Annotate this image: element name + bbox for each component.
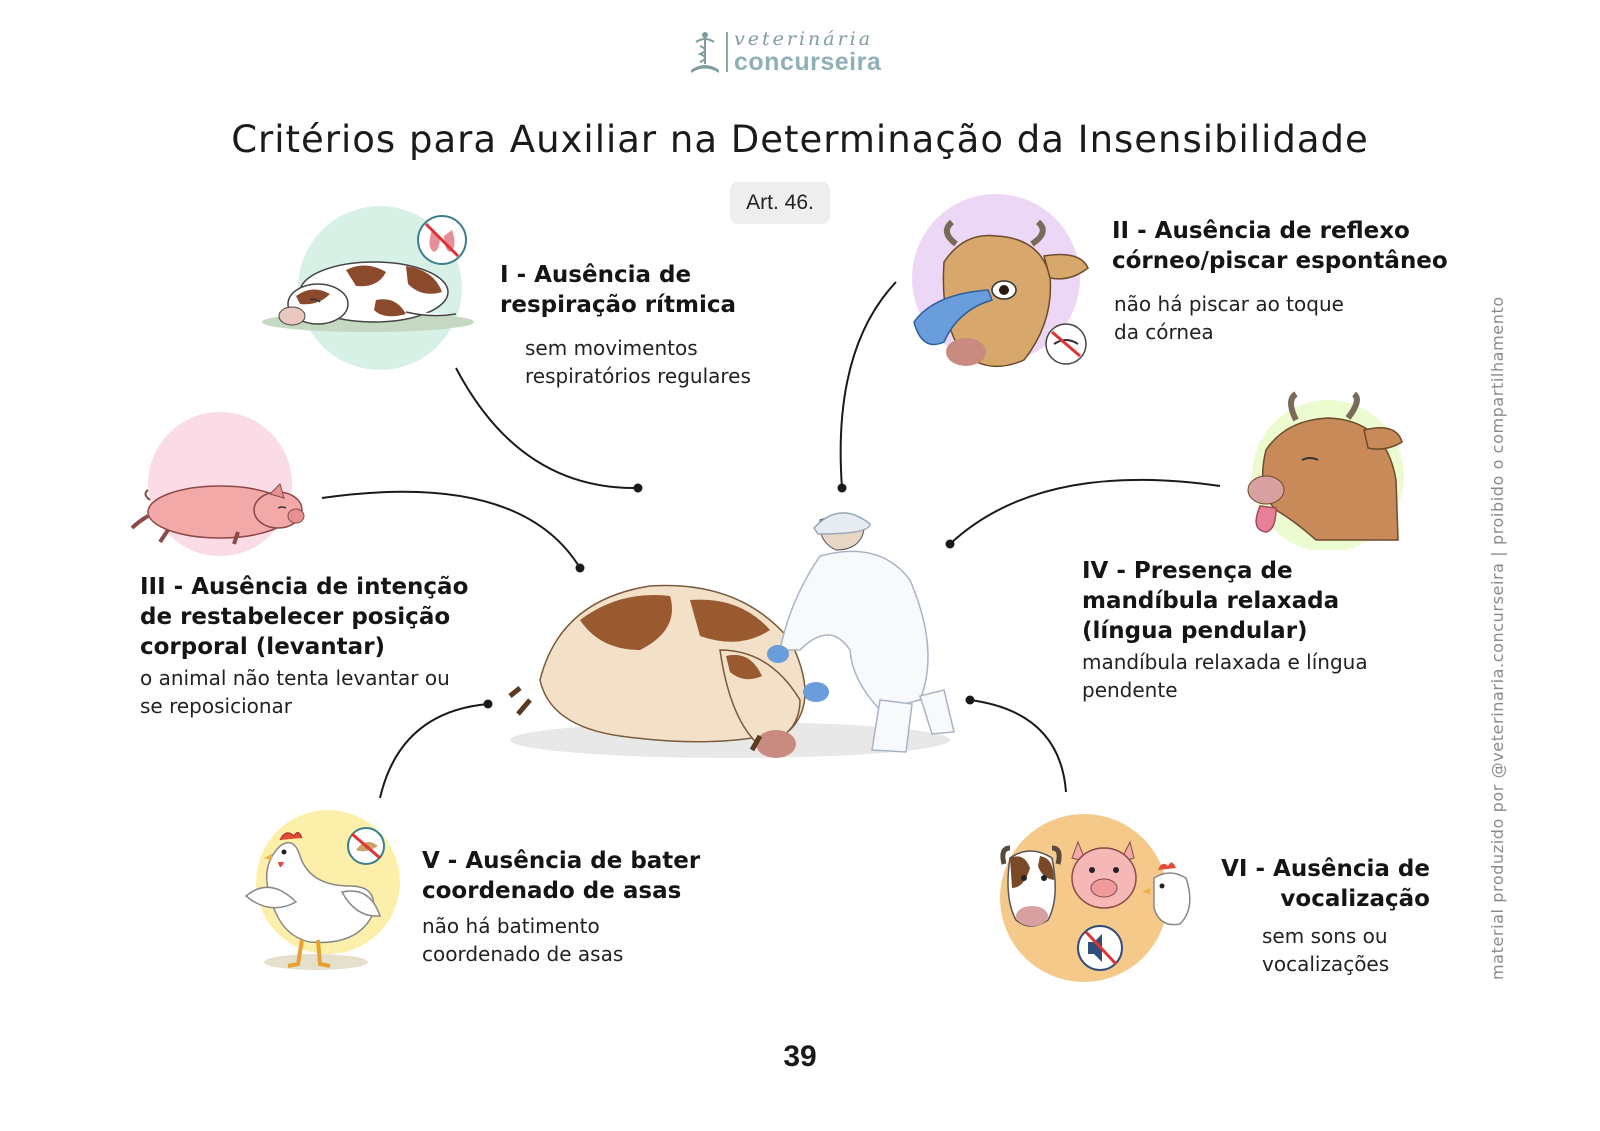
criterion-ii-desc: não há piscar ao toque da córnea bbox=[1114, 292, 1344, 344]
criterion-iv-desc: mandíbula relaxada e língua pendente bbox=[1082, 650, 1368, 702]
lying-cow-illustration bbox=[256, 200, 482, 376]
criterion-vi-heading: VI - Ausência de vocalização bbox=[1221, 856, 1430, 912]
criterion-v-heading: V - Ausência de bater coordenado de asas bbox=[422, 848, 701, 904]
connector-vi bbox=[970, 700, 1066, 792]
chicken-illustration bbox=[240, 806, 412, 980]
page-number: 39 bbox=[783, 1040, 817, 1073]
cow-eye-illustration bbox=[904, 192, 1100, 382]
criterion-i-desc: sem movimentos respiratórios regulares bbox=[525, 336, 751, 388]
cow-tongue-illustration bbox=[1236, 390, 1416, 550]
animals-silent-illustration bbox=[990, 808, 1210, 988]
criterion-iv-heading: IV - Presença de mandíbula relaxada (língua pendular) bbox=[1082, 558, 1340, 644]
connector-dot-i bbox=[634, 484, 643, 493]
connector-iv bbox=[950, 480, 1220, 544]
connector-dot-ii bbox=[838, 484, 847, 493]
connector-ii bbox=[841, 282, 896, 488]
vet-examining-cow-illustration bbox=[500, 500, 970, 790]
criterion-vi-desc: sem sons ou vocalizações bbox=[1262, 924, 1390, 976]
criterion-iii-desc: o animal não tenta levantar ou se reposicionar bbox=[140, 666, 450, 718]
connector-dot-v bbox=[484, 700, 493, 709]
page-title: Critérios para Auxiliar na Determinação da Insensibilidade bbox=[231, 118, 1369, 161]
article-badge: Art. 46. bbox=[730, 182, 830, 224]
logo-text-bottom: concurseira bbox=[734, 48, 882, 76]
lying-pig-illustration bbox=[128, 412, 308, 560]
logo-text-top: veterinária bbox=[734, 28, 874, 50]
criterion-i-heading: I - Ausência de respiração rítmica bbox=[500, 262, 737, 318]
criterion-v-desc: não há batimento coordenado de asas bbox=[422, 914, 624, 966]
copyright-note: material produzido por @veterinaria.concurseira | proibido o compartilhamento bbox=[1488, 296, 1507, 980]
criterion-ii-heading: II - Ausência de reflexo córneo/piscar espontâneo bbox=[1112, 218, 1448, 274]
criterion-iii-heading: III - Ausência de intenção de restabelecer posição corporal (levantar) bbox=[140, 574, 469, 660]
